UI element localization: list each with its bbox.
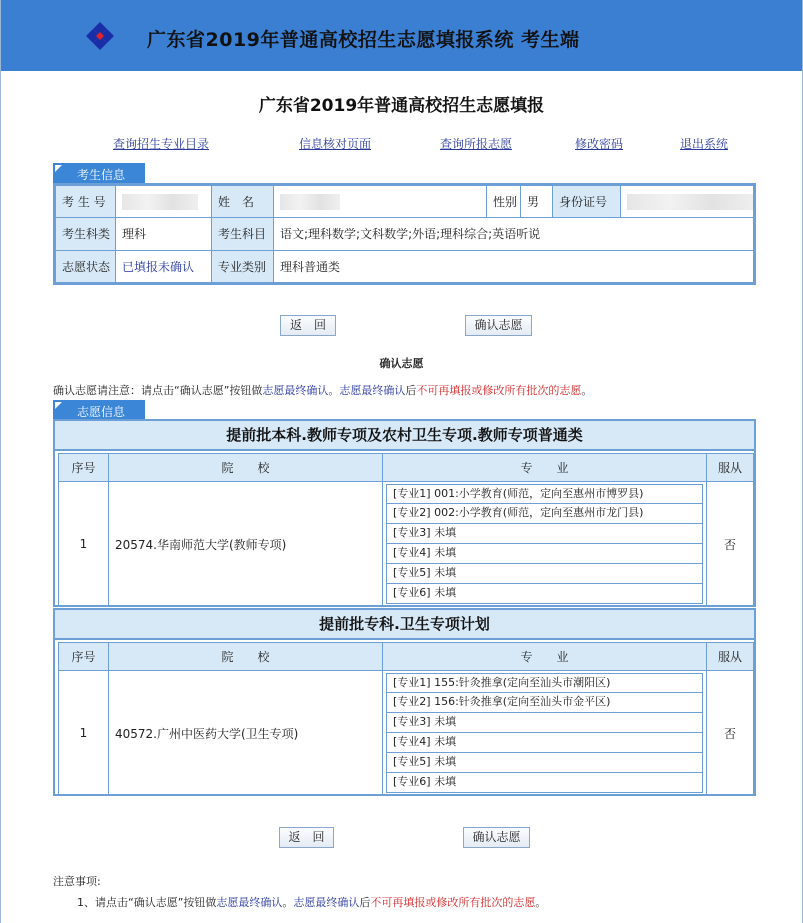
confirm-note-part: 后: [405, 384, 417, 397]
major-item: [专业3] 未填: [386, 713, 703, 733]
category-value: 理科: [116, 218, 212, 250]
col-header-seq: 序号: [59, 454, 109, 482]
back-button-bottom[interactable]: 返 回: [279, 827, 334, 848]
student-info-table: [55, 185, 754, 283]
table-row: [59, 482, 754, 607]
major-item: [专业5] 未填: [386, 753, 703, 773]
gender-value: 男: [521, 186, 553, 218]
nav-link-logout[interactable]: 退出系统: [680, 137, 729, 151]
notes-item-part: 。: [282, 896, 294, 909]
col-header-obey: 服从: [707, 643, 754, 671]
major-type-label: 专业类别: [212, 250, 274, 282]
majors-cell: [383, 671, 707, 796]
col-header-major: 专 业: [383, 454, 707, 482]
gender-label: 性别: [487, 186, 521, 218]
notes-item-emphasis: 志愿最终确认: [216, 896, 283, 909]
notes-item-part: 1、请点击“确认志愿”按钮做: [77, 896, 217, 909]
majors-cell: [383, 482, 707, 607]
logo-icon: [75, 18, 125, 54]
confirm-note-part: 确认志愿请注意：请点击“确认志愿”按钮做: [53, 384, 263, 397]
redacted-name: [280, 194, 340, 210]
major-item: [专业3] 未填: [386, 524, 703, 544]
confirm-button-bottom[interactable]: 确认志愿: [463, 827, 530, 848]
confirm-note-part: 。: [581, 384, 593, 397]
notes-item-part: 。: [535, 896, 547, 909]
notes-label: 注意事项:: [53, 875, 101, 888]
subjects-label: 考生科目: [212, 218, 274, 250]
confirm-note-emphasis: 志愿最终确认: [262, 384, 329, 397]
seq-cell: 1: [59, 671, 109, 796]
batch-title: 提前批本科.教师专项及农村卫生专项.教师专项普通类: [55, 421, 754, 451]
exam-no-value: [116, 186, 212, 218]
confirm-button-top[interactable]: 确认志愿: [465, 315, 532, 336]
seq-cell: 1: [59, 482, 109, 607]
col-header-school: 院 校: [109, 454, 383, 482]
col-header-obey: 服从: [707, 454, 754, 482]
student-info-tab: [53, 163, 145, 183]
nav-link-change-password[interactable]: 修改密码: [575, 137, 624, 151]
major-item: [专业2] 002:小学教育(师范，定向至惠州市龙门县): [386, 504, 703, 524]
major-item: [专业4] 未填: [386, 733, 703, 753]
corner-arrow-icon: [55, 165, 62, 172]
exam-no-label: 考 生 号: [56, 186, 116, 218]
wish-table: [58, 453, 754, 607]
notes-item: [77, 894, 546, 910]
col-header-seq: 序号: [59, 643, 109, 671]
confirm-note-emphasis: 志愿最终确认: [339, 384, 406, 397]
obey-cell: 否: [707, 671, 754, 796]
corner-arrow-icon: [55, 402, 62, 409]
confirm-note: [53, 382, 592, 398]
school-cell: 20574.华南师范大学(教师专项): [109, 482, 383, 607]
wish-info-tab: [53, 400, 145, 420]
name-label: 姓 名: [212, 186, 274, 218]
major-item: [专业1] 001:小学教育(师范，定向至惠州市博罗县): [386, 484, 703, 504]
header-bar: [1, 0, 802, 71]
subjects-value: 语文;理科数学;文科数学;外语;理科综合;英语听说: [274, 218, 754, 250]
batch-title: 提前批专科.卫生专项计划: [55, 610, 754, 640]
confirm-note-warning: 不可再填报或修改所有批次的志愿: [416, 384, 582, 397]
notes-item-part: 后: [359, 896, 371, 909]
wish-table: [58, 642, 754, 796]
major-item: [专业1] 155:针灸推拿(定向至汕头市潮阳区): [386, 673, 703, 693]
major-item: [专业4] 未填: [386, 544, 703, 564]
nav-link-major-catalog[interactable]: 查询招生专业目录: [113, 137, 210, 151]
category-label: 考生科类: [56, 218, 116, 250]
table-row: [59, 671, 754, 796]
major-item: [专业6] 未填: [386, 773, 703, 793]
nav-link-info-check[interactable]: 信息核对页面: [299, 137, 372, 151]
confirm-heading: 确认志愿: [379, 357, 424, 370]
system-title: 广东省2019年普通高校招生志愿填报系统 考生端: [147, 29, 580, 51]
col-header-school: 院 校: [109, 643, 383, 671]
major-item: [专业6] 未填: [386, 584, 703, 604]
name-value: [274, 186, 487, 218]
nav-link-query-wishes[interactable]: 查询所报志愿: [440, 137, 513, 151]
batch-panel: [53, 608, 756, 796]
redacted-exam-no: [122, 194, 198, 210]
confirm-note-part: 。: [328, 384, 340, 397]
obey-cell: 否: [707, 482, 754, 607]
page-title: 广东省2019年普通高校招生志愿填报: [258, 96, 545, 116]
back-button-top[interactable]: 返 回: [280, 315, 336, 336]
major-item: [专业5] 未填: [386, 564, 703, 584]
redacted-id-no: [627, 194, 754, 210]
id-no-value: [621, 186, 754, 218]
major-item: [专业2] 156:针灸推拿(定向至汕头市金平区): [386, 693, 703, 713]
student-info-panel: [53, 183, 756, 285]
col-header-major: 专 业: [383, 643, 707, 671]
notes-item-emphasis: 志愿最终确认: [293, 896, 360, 909]
batch-panel: [53, 419, 756, 607]
status-label: 志愿状态: [56, 250, 116, 282]
id-no-label: 身份证号: [553, 186, 621, 218]
wish-info-tab-label: 志愿信息: [77, 405, 126, 419]
major-type-value: 理科普通类: [274, 250, 754, 282]
school-cell: 40572.广州中医药大学(卫生专项): [109, 671, 383, 796]
notes-item-warning: 不可再填报或修改所有批次的志愿: [370, 896, 536, 909]
student-info-tab-label: 考生信息: [77, 168, 126, 182]
status-value: 已填报未确认: [116, 250, 212, 282]
